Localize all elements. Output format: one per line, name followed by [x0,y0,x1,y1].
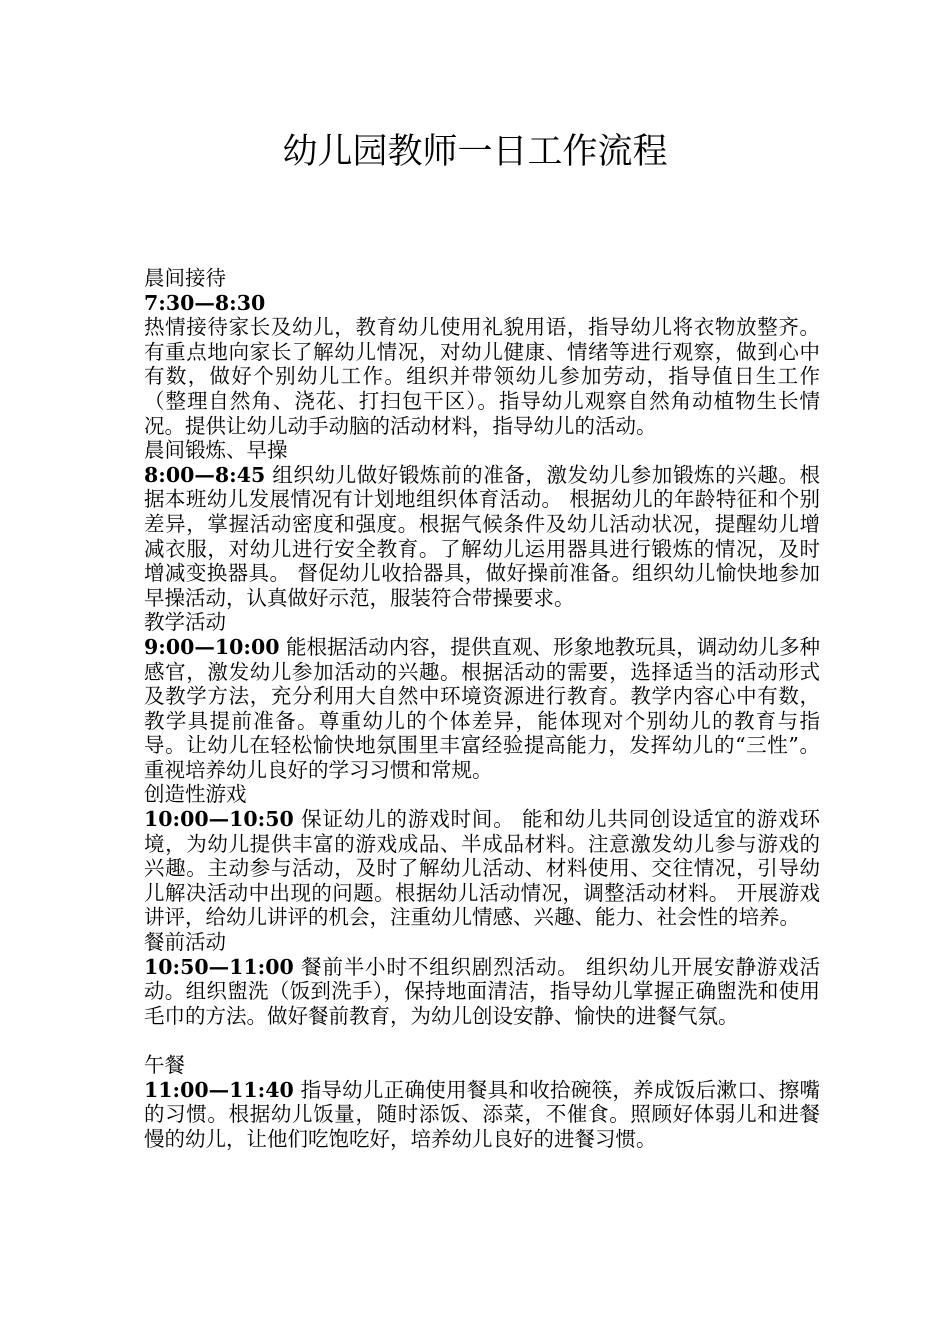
section-time: 11:00—11:40 [144,1077,294,1102]
document-title: 幼儿园教师一日工作流程 [282,132,668,172]
section-paragraph [144,955,820,1029]
section-creative-play [144,782,820,930]
document-body [144,266,820,1151]
section-time: 7:30—8:30 [144,290,266,315]
section-paragraph [144,463,820,611]
section-paragraph [144,635,820,783]
section-heading: 教学活动 [144,610,226,635]
section-morning-exercise [144,438,820,610]
section-time: 10:50—11:00 [144,954,294,979]
section-morning-reception [144,266,820,438]
section-paragraph [144,1078,820,1152]
section-paragraph [144,807,820,930]
section-heading: 午餐 [144,1053,185,1077]
section-text: 组织幼儿做好锻炼前的准备，激发幼儿参加锻炼的兴趣。根据本班幼儿发展情况有计划地组织体育活动。 根据幼儿的年龄特征和个别差异，掌握活动密度和强度。根据气候条件及幼儿活动状况，提醒幼儿增减衣服，对幼儿进行安全教育。了解幼儿运用器具进行锻炼的情况，及时增减变换器具。 督促幼儿收拾器具，做好操前准备。组织幼儿愉快地参加早操活动，认真做好示范，服装符合带操要求。 [144,462,820,610]
section-lunch [144,1053,820,1151]
section-paragraph [144,291,820,439]
section-time: 9:00—10:00 [144,634,280,659]
section-time: 8:00—8:45 [144,462,266,487]
section-text: 能根据活动内容，提供直观、形象地教玩具，调动幼儿多种感官，激发幼儿参加活动的兴趣。根据活动的需要，选择适当的活动形式及教学方法，充分利用大自然中环境资源进行教育。教学内容心中有数，教学具提前准备。尊重幼儿的个体差异，能体现对个别幼儿的教育与指导。让幼儿在轻松愉快地氛围里丰富经验提高能力，发挥幼儿的“三性”。 重视培养幼儿良好的学习习惯和常规。 [144,634,820,782]
section-time: 10:00—10:50 [144,807,294,832]
section-text: 指导幼儿正确使用餐具和收拾碗筷，养成饭后漱口、擦嘴的习惯。根据幼儿饭量，随时添饭、添菜，不催食。照顾好体弱儿和进餐慢的幼儿，让他们吃饱吃好，培养幼儿良好的进餐习惯。 [144,1077,820,1151]
section-heading: 晨间接待 [144,266,226,290]
section-text: 餐前半小时不组织剧烈活动。 组织幼儿开展安静游戏活动。组织盥洗（饭到洗手），保持地面清洁，指导幼儿掌握正确盥洗和使用毛巾的方法。做好餐前教育，为幼儿创设安静、愉快的进餐气氛。 [144,954,820,1028]
section-teaching-activity [144,610,820,782]
section-pre-meal-activity [144,930,820,1028]
section-text: 保证幼儿的游戏时间。 能和幼儿共同创设适宜的游戏环境，为幼儿提供丰富的游戏成品、半成品材料。注意激发幼儿参与游戏的兴趣。主动参与活动，及时了解幼儿活动、材料使用、交往情况，引导幼儿解决活动中出现的问题。根据幼儿活动情况，调整活动材料。 开展游戏讲评，给幼儿讲评的机会，注重幼儿情感、兴趣、能力、社会性的培养。 [144,807,820,930]
section-heading: 创造性游戏 [144,782,247,807]
section-heading: 餐前活动 [144,930,226,955]
section-heading: 晨间锻炼、早操 [144,438,288,463]
section-text: 热情接待家长及幼儿，教育幼儿使用礼貌用语，指导幼儿将衣物放整齐。有重点地向家长了解幼儿情况，对幼儿健康、情绪等进行观察，做到心中有数，做好个别幼儿工作。组织并带领幼儿参加劳动，指导值日生工作（整理自然角、浇花、打扫包干区）。指导幼儿观察自然角动植物生长情况。提供让幼儿动手动脑的活动材料，指导幼儿的活动。 [144,315,820,438]
